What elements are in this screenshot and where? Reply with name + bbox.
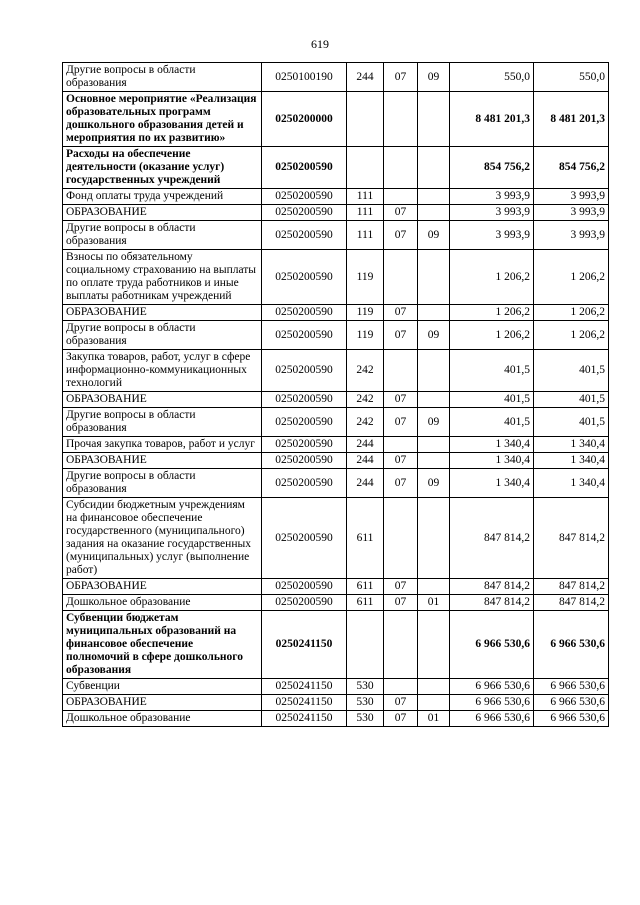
row-name-cell: Дошкольное образование	[63, 711, 262, 727]
row-expense-type-cell: 611	[347, 498, 384, 579]
row-section-cell	[384, 498, 418, 579]
row-amount-year1-cell: 1 340,4	[450, 437, 534, 453]
row-name-cell: Основное мероприятие «Реализация образовательных программ дошкольного образования детей и мероприятия по их развитию»	[63, 92, 262, 147]
row-expense-type-cell: 530	[347, 679, 384, 695]
table-row	[63, 350, 609, 392]
table-row	[63, 63, 609, 92]
row-code-cell: 0250200000	[262, 92, 347, 147]
row-amount-year1-cell: 1 340,4	[450, 453, 534, 469]
row-code-cell: 0250200590	[262, 305, 347, 321]
row-code-cell: 0250200590	[262, 189, 347, 205]
row-amount-year2-cell: 8 481 201,3	[534, 92, 609, 147]
row-code-cell: 0250200590	[262, 579, 347, 595]
row-amount-year1-cell: 847 814,2	[450, 595, 534, 611]
row-name-cell: Другие вопросы в области образования	[63, 221, 262, 250]
row-section-cell: 07	[384, 408, 418, 437]
row-amount-year1-cell: 1 206,2	[450, 305, 534, 321]
row-subsection-cell	[418, 498, 450, 579]
table-row	[63, 498, 609, 579]
row-code-cell: 0250241150	[262, 611, 347, 679]
row-code-cell: 0250200590	[262, 498, 347, 579]
row-code-cell: 0250200590	[262, 408, 347, 437]
row-amount-year1-cell: 6 966 530,6	[450, 611, 534, 679]
row-subsection-cell	[418, 189, 450, 205]
row-name-cell: Взносы по обязательному социальному страхованию на выплаты по оплате труда работников и иные выплаты работникам учреждений	[63, 250, 262, 305]
row-name-cell: Другие вопросы в области образования	[63, 321, 262, 350]
row-name-cell: ОБРАЗОВАНИЕ	[63, 579, 262, 595]
table-row	[63, 321, 609, 350]
row-subsection-cell: 09	[418, 469, 450, 498]
row-name-cell: Фонд оплаты труда учреждений	[63, 189, 262, 205]
table-row	[63, 595, 609, 611]
row-amount-year1-cell: 550,0	[450, 63, 534, 92]
row-code-cell: 0250200590	[262, 221, 347, 250]
row-subsection-cell	[418, 695, 450, 711]
page-number: 619	[311, 37, 329, 51]
row-subsection-cell: 01	[418, 595, 450, 611]
row-name-cell: ОБРАЗОВАНИЕ	[63, 695, 262, 711]
row-amount-year1-cell: 6 966 530,6	[450, 711, 534, 727]
row-amount-year1-cell: 6 966 530,6	[450, 695, 534, 711]
row-amount-year2-cell: 854 756,2	[534, 147, 609, 189]
row-section-cell: 07	[384, 469, 418, 498]
table-row	[63, 437, 609, 453]
row-subsection-cell: 09	[418, 63, 450, 92]
row-amount-year1-cell: 3 993,9	[450, 189, 534, 205]
row-amount-year2-cell: 3 993,9	[534, 189, 609, 205]
row-amount-year2-cell: 1 206,2	[534, 305, 609, 321]
row-amount-year2-cell: 1 340,4	[534, 453, 609, 469]
row-code-cell: 0250241150	[262, 679, 347, 695]
row-name-cell: ОБРАЗОВАНИЕ	[63, 453, 262, 469]
row-subsection-cell: 09	[418, 221, 450, 250]
row-amount-year2-cell: 401,5	[534, 408, 609, 437]
budget-table-body	[63, 63, 609, 727]
row-subsection-cell	[418, 579, 450, 595]
row-subsection-cell: 01	[418, 711, 450, 727]
row-name-cell: Дошкольное образование	[63, 595, 262, 611]
row-section-cell: 07	[384, 321, 418, 350]
row-amount-year2-cell: 3 993,9	[534, 205, 609, 221]
row-amount-year1-cell: 854 756,2	[450, 147, 534, 189]
row-expense-type-cell: 244	[347, 453, 384, 469]
row-section-cell	[384, 250, 418, 305]
row-section-cell: 07	[384, 453, 418, 469]
row-code-cell: 0250200590	[262, 595, 347, 611]
budget-table	[62, 62, 609, 727]
table-row	[63, 579, 609, 595]
row-expense-type-cell: 530	[347, 695, 384, 711]
row-code-cell: 0250200590	[262, 437, 347, 453]
row-amount-year1-cell: 847 814,2	[450, 579, 534, 595]
row-section-cell	[384, 437, 418, 453]
table-row	[63, 695, 609, 711]
row-amount-year2-cell: 1 340,4	[534, 437, 609, 453]
row-amount-year1-cell: 6 966 530,6	[450, 679, 534, 695]
row-code-cell: 0250200590	[262, 205, 347, 221]
row-code-cell: 0250200590	[262, 350, 347, 392]
row-name-cell: ОБРАЗОВАНИЕ	[63, 205, 262, 221]
row-amount-year2-cell: 6 966 530,6	[534, 695, 609, 711]
row-subsection-cell	[418, 92, 450, 147]
table-row	[63, 147, 609, 189]
row-amount-year2-cell: 1 206,2	[534, 321, 609, 350]
row-subsection-cell	[418, 453, 450, 469]
row-expense-type-cell: 244	[347, 63, 384, 92]
table-row	[63, 392, 609, 408]
row-section-cell: 07	[384, 579, 418, 595]
row-expense-type-cell: 111	[347, 205, 384, 221]
row-code-cell: 0250100190	[262, 63, 347, 92]
row-expense-type-cell: 119	[347, 305, 384, 321]
row-code-cell: 0250200590	[262, 250, 347, 305]
row-amount-year2-cell: 6 966 530,6	[534, 711, 609, 727]
row-amount-year2-cell: 401,5	[534, 350, 609, 392]
row-amount-year1-cell: 8 481 201,3	[450, 92, 534, 147]
table-row	[63, 679, 609, 695]
table-row	[63, 305, 609, 321]
row-expense-type-cell: 530	[347, 711, 384, 727]
row-name-cell: Другие вопросы в области образования	[63, 469, 262, 498]
row-amount-year1-cell: 1 206,2	[450, 250, 534, 305]
row-section-cell: 07	[384, 695, 418, 711]
table-row	[63, 92, 609, 147]
row-name-cell: Закупка товаров, работ, услуг в сфере информационно-коммуникационных технологий	[63, 350, 262, 392]
row-name-cell: Субсидии бюджетным учреждениям на финансовое обеспечение государственного (муниципального) задания на оказание государственных (муниципальных) услуг (выполнение работ)	[63, 498, 262, 579]
row-amount-year1-cell: 1 340,4	[450, 469, 534, 498]
row-amount-year2-cell: 847 814,2	[534, 595, 609, 611]
row-expense-type-cell: 244	[347, 437, 384, 453]
row-amount-year2-cell: 6 966 530,6	[534, 679, 609, 695]
row-expense-type-cell: 242	[347, 350, 384, 392]
table-row	[63, 711, 609, 727]
row-expense-type-cell: 119	[347, 250, 384, 305]
row-amount-year2-cell: 550,0	[534, 63, 609, 92]
row-amount-year1-cell: 3 993,9	[450, 221, 534, 250]
row-expense-type-cell: 111	[347, 189, 384, 205]
row-code-cell: 0250200590	[262, 469, 347, 498]
table-row	[63, 611, 609, 679]
row-name-cell: Прочая закупка товаров, работ и услуг	[63, 437, 262, 453]
row-subsection-cell	[418, 611, 450, 679]
row-subsection-cell	[418, 305, 450, 321]
row-section-cell	[384, 679, 418, 695]
row-code-cell: 0250241150	[262, 711, 347, 727]
row-section-cell	[384, 92, 418, 147]
row-section-cell: 07	[384, 63, 418, 92]
row-section-cell	[384, 350, 418, 392]
table-row	[63, 453, 609, 469]
row-amount-year1-cell: 401,5	[450, 408, 534, 437]
row-amount-year2-cell: 847 814,2	[534, 579, 609, 595]
row-amount-year2-cell: 1 340,4	[534, 469, 609, 498]
row-expense-type-cell	[347, 147, 384, 189]
row-section-cell: 07	[384, 305, 418, 321]
row-amount-year2-cell: 1 206,2	[534, 250, 609, 305]
row-section-cell: 07	[384, 205, 418, 221]
row-name-cell: Субвенции бюджетам муниципальных образований на финансовое обеспечение полномочий в сфере дошкольного образования	[63, 611, 262, 679]
row-code-cell: 0250200590	[262, 453, 347, 469]
row-name-cell: ОБРАЗОВАНИЕ	[63, 392, 262, 408]
row-subsection-cell	[418, 392, 450, 408]
row-section-cell	[384, 147, 418, 189]
row-subsection-cell: 09	[418, 321, 450, 350]
row-amount-year2-cell: 6 966 530,6	[534, 611, 609, 679]
row-expense-type-cell: 242	[347, 392, 384, 408]
row-expense-type-cell	[347, 611, 384, 679]
row-section-cell: 07	[384, 392, 418, 408]
row-expense-type-cell: 242	[347, 408, 384, 437]
row-amount-year2-cell: 3 993,9	[534, 221, 609, 250]
row-section-cell	[384, 611, 418, 679]
row-expense-type-cell: 611	[347, 595, 384, 611]
row-amount-year1-cell: 847 814,2	[450, 498, 534, 579]
row-amount-year1-cell: 3 993,9	[450, 205, 534, 221]
row-code-cell: 0250200590	[262, 392, 347, 408]
row-name-cell: Субвенции	[63, 679, 262, 695]
row-expense-type-cell: 244	[347, 469, 384, 498]
row-expense-type-cell: 611	[347, 579, 384, 595]
row-name-cell: Другие вопросы в области образования	[63, 63, 262, 92]
row-expense-type-cell: 111	[347, 221, 384, 250]
row-section-cell	[384, 189, 418, 205]
table-row	[63, 250, 609, 305]
row-section-cell: 07	[384, 221, 418, 250]
row-code-cell: 0250200590	[262, 147, 347, 189]
row-expense-type-cell	[347, 92, 384, 147]
row-amount-year2-cell: 847 814,2	[534, 498, 609, 579]
table-row	[63, 221, 609, 250]
table-row	[63, 408, 609, 437]
row-subsection-cell	[418, 147, 450, 189]
table-row	[63, 469, 609, 498]
row-section-cell: 07	[384, 595, 418, 611]
table-row	[63, 205, 609, 221]
row-expense-type-cell: 119	[347, 321, 384, 350]
row-amount-year1-cell: 401,5	[450, 350, 534, 392]
row-subsection-cell	[418, 205, 450, 221]
row-name-cell: Другие вопросы в области образования	[63, 408, 262, 437]
row-amount-year2-cell: 401,5	[534, 392, 609, 408]
row-subsection-cell	[418, 679, 450, 695]
row-name-cell: ОБРАЗОВАНИЕ	[63, 305, 262, 321]
row-amount-year1-cell: 401,5	[450, 392, 534, 408]
row-subsection-cell	[418, 437, 450, 453]
row-subsection-cell: 09	[418, 408, 450, 437]
row-section-cell: 07	[384, 711, 418, 727]
row-subsection-cell	[418, 350, 450, 392]
table-row	[63, 189, 609, 205]
row-name-cell: Расходы на обеспечение деятельности (оказание услуг) государственных учреждений	[63, 147, 262, 189]
row-code-cell: 0250241150	[262, 695, 347, 711]
row-subsection-cell	[418, 250, 450, 305]
row-amount-year1-cell: 1 206,2	[450, 321, 534, 350]
row-code-cell: 0250200590	[262, 321, 347, 350]
